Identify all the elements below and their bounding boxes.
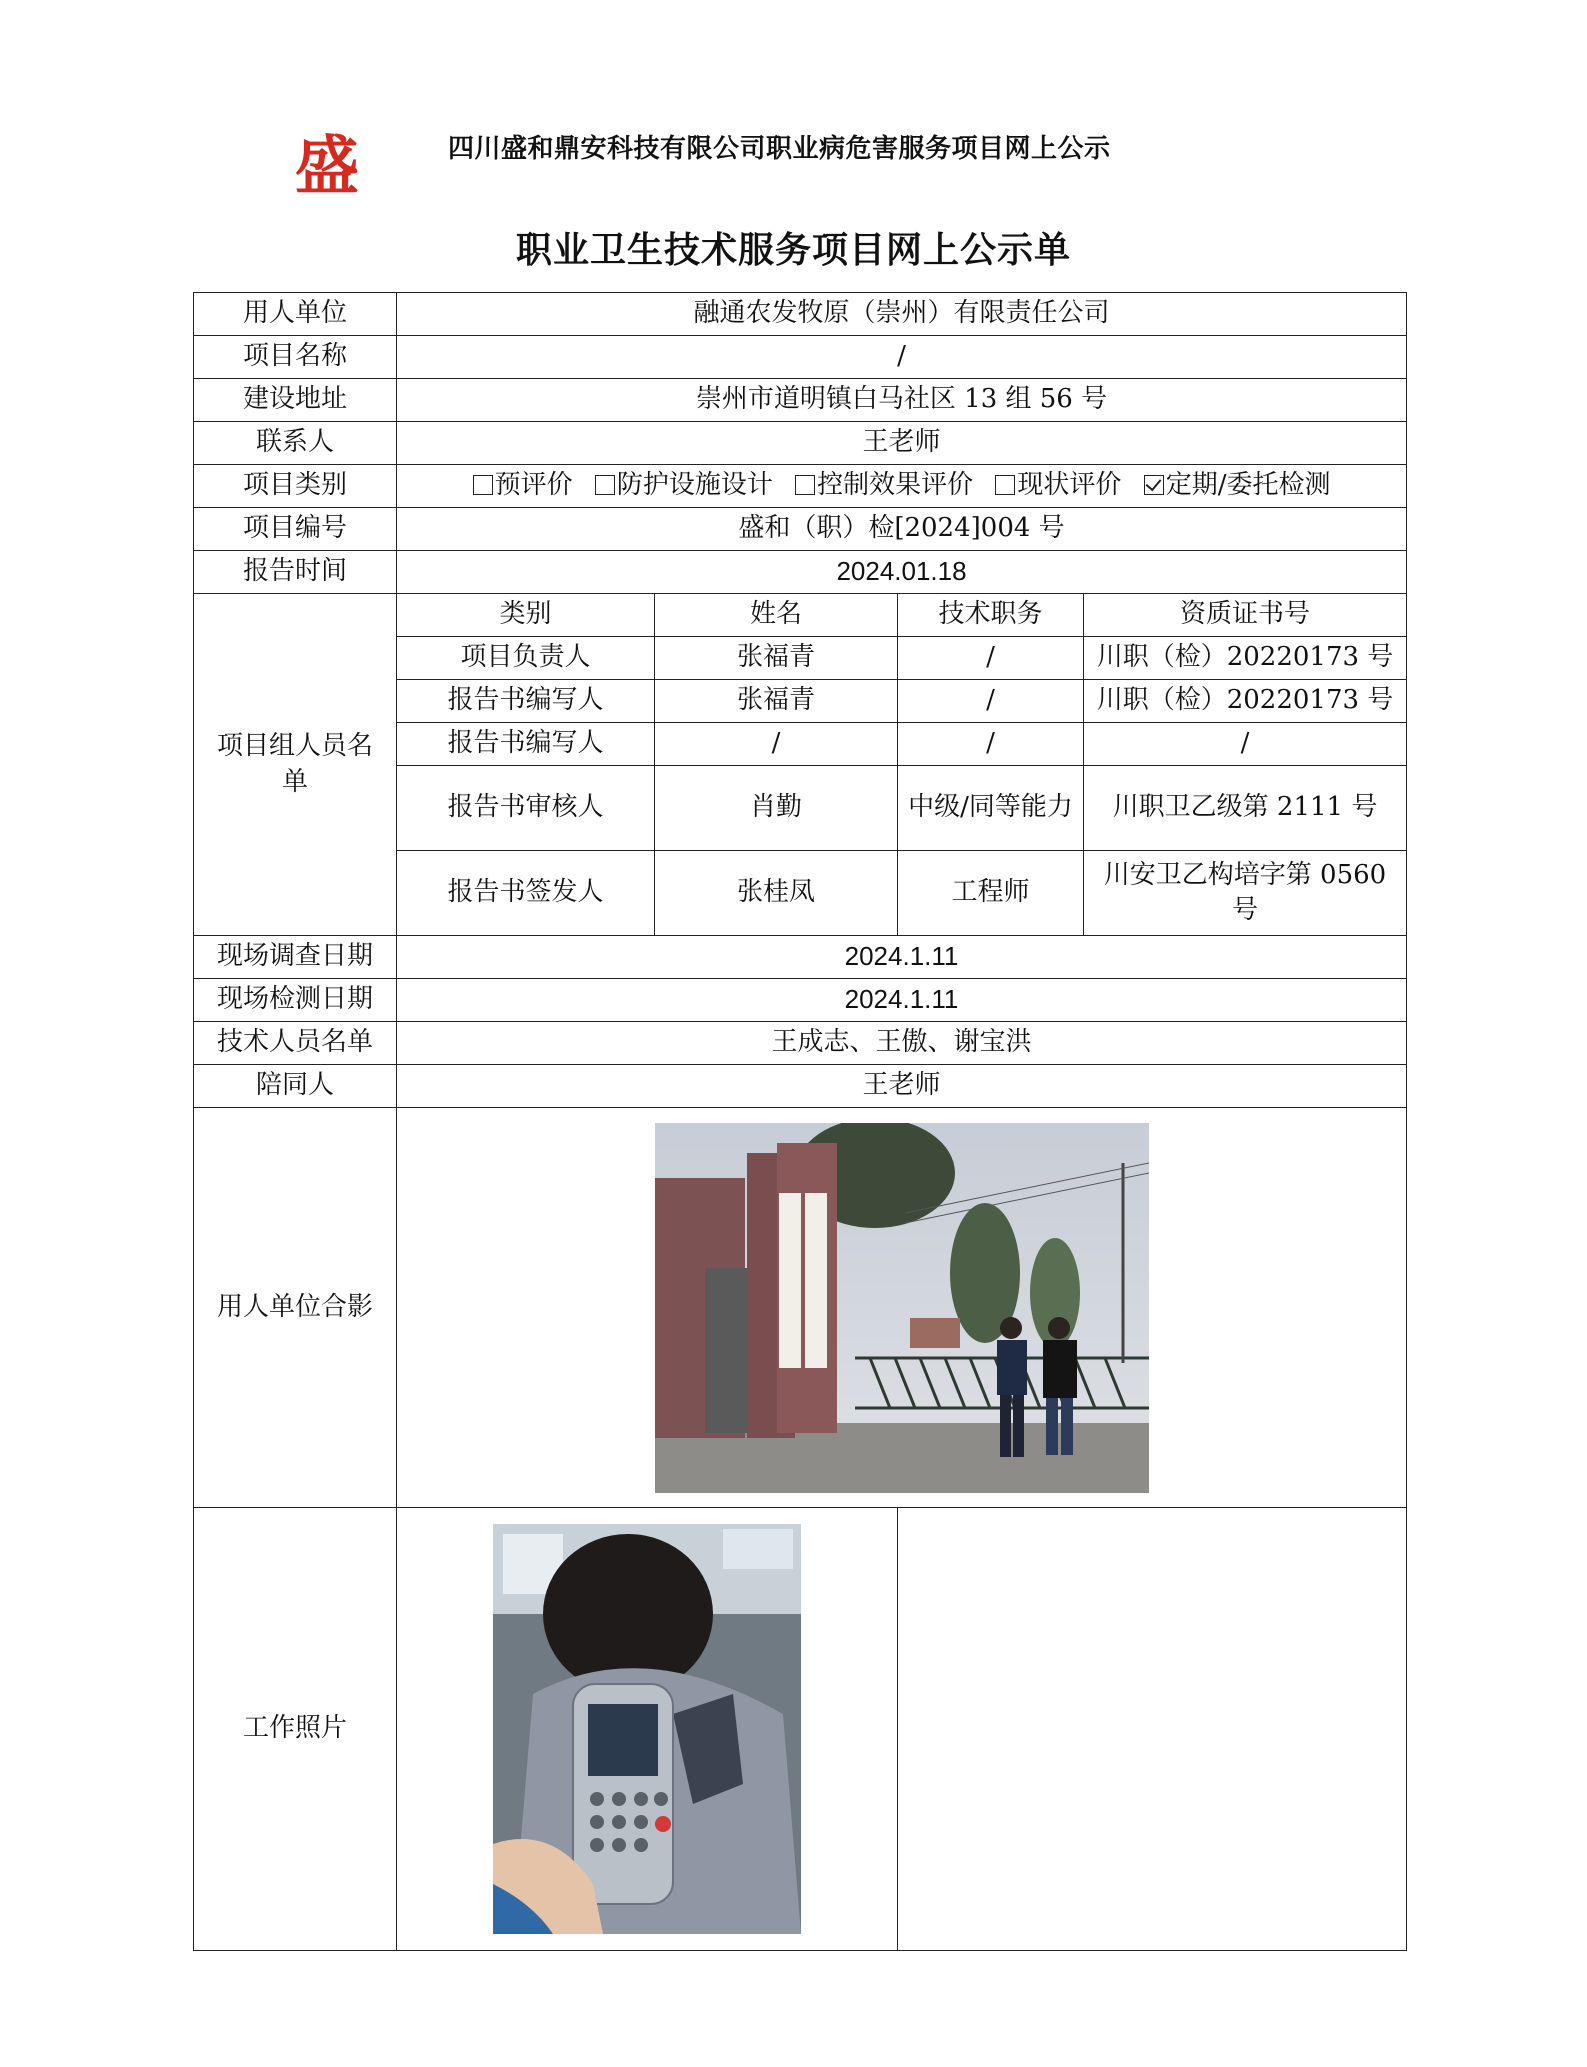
category-options [397,465,1407,508]
employer-label: 用人单位 [194,293,397,336]
team-cell: 工程师 [898,851,1084,936]
work-photo-image [493,1524,801,1934]
team-cell: / [898,723,1084,766]
survey-date-label: 现场调查日期 [194,936,397,979]
row-employer [194,293,1407,336]
checkbox-icon [595,475,615,495]
row-address [194,379,1407,422]
team-cell: 张福青 [655,680,898,723]
team-cell: 张福青 [655,637,898,680]
team-header-cert: 资质证书号 [1084,594,1407,637]
companion-value: 王老师 [397,1065,1407,1108]
work-photo-empty-cell [898,1508,1407,1951]
team-cell: 川职卫乙级第 2111 号 [1084,766,1407,851]
team-cell: / [1084,723,1407,766]
category-option[interactable]: 控制效果评价 [795,468,973,503]
row-companion [194,1065,1407,1108]
detect-date-label: 现场检测日期 [194,979,397,1022]
project-name-value: / [397,336,1407,379]
row-contact [194,422,1407,465]
address-label: 建设地址 [194,379,397,422]
company-title: 四川盛和鼎安科技有限公司职业病危害服务项目网上公示 [448,134,1111,164]
team-cell: 肖勤 [655,766,898,851]
team-header-row [194,594,1407,637]
team-cell: 报告书审核人 [397,766,655,851]
project-name-label: 项目名称 [194,336,397,379]
contact-label: 联系人 [194,422,397,465]
row-group-photo [194,1108,1407,1508]
employer-value: 融通农发牧原（崇州）有限责任公司 [397,293,1407,336]
svg-text:盛: 盛 [295,129,359,204]
team-header-name: 姓名 [655,594,898,637]
category-option[interactable]: 防护设施设计 [595,468,773,503]
checked-checkbox-icon [1144,475,1164,495]
group-photo-cell [397,1108,1407,1508]
row-category [194,465,1407,508]
row-detect-date [194,979,1407,1022]
team-cell: 中级/同等能力 [898,766,1084,851]
team-header-category: 类别 [397,594,655,637]
team-cell: / [898,680,1084,723]
checkbox-icon [995,475,1015,495]
checkbox-icon [473,475,493,495]
disclosure-table [193,292,1407,1951]
team-cell: 川职（检）20220173 号 [1084,637,1407,680]
companion-label: 陪同人 [194,1065,397,1108]
group-photo-label: 用人单位合影 [194,1108,397,1508]
work-photo-label: 工作照片 [194,1508,397,1951]
company-logo [291,128,363,206]
project-no-label: 项目编号 [194,508,397,551]
team-cell: / [898,637,1084,680]
row-work-photo [194,1508,1407,1951]
document-title: 职业卫生技术服务项目网上公示单 [515,229,1071,271]
contact-value: 王老师 [397,422,1407,465]
group-photo-image [655,1123,1149,1493]
checkbox-icon [795,475,815,495]
row-survey-date [194,936,1407,979]
team-cell: 报告书签发人 [397,851,655,936]
work-photo-cell [397,1508,898,1951]
row-tech-staff [194,1022,1407,1065]
row-report-time [194,551,1407,594]
team-cell: 张桂凤 [655,851,898,936]
category-option[interactable]: 定期/委托检测 [1144,468,1331,503]
page-header [0,0,1587,220]
tech-staff-value: 王成志、王傲、谢宝洪 [397,1022,1407,1065]
report-time-label: 报告时间 [194,551,397,594]
team-header-title: 技术职务 [898,594,1084,637]
category-label: 项目类别 [194,465,397,508]
category-option[interactable]: 预评价 [473,468,573,503]
detect-date-value: 2024.1.11 [397,979,1407,1022]
team-cell: 川安卫乙构培字第 0560 号 [1084,851,1407,936]
survey-date-value: 2024.1.11 [397,936,1407,979]
team-label: 项目组人员名单 [194,594,397,936]
team-cell: 报告书编写人 [397,680,655,723]
row-project-name [194,336,1407,379]
team-cell: / [655,723,898,766]
team-cell: 项目负责人 [397,637,655,680]
address-value: 崇州市道明镇白马社区 13 组 56 号 [397,379,1407,422]
project-no-value: 盛和（职）检[2024]004 号 [397,508,1407,551]
team-cell: 报告书编写人 [397,723,655,766]
row-project-no [194,508,1407,551]
team-cell: 川职（检）20220173 号 [1084,680,1407,723]
tech-staff-label: 技术人员名单 [194,1022,397,1065]
report-time-value: 2024.01.18 [397,551,1407,594]
category-option[interactable]: 现状评价 [995,468,1121,503]
